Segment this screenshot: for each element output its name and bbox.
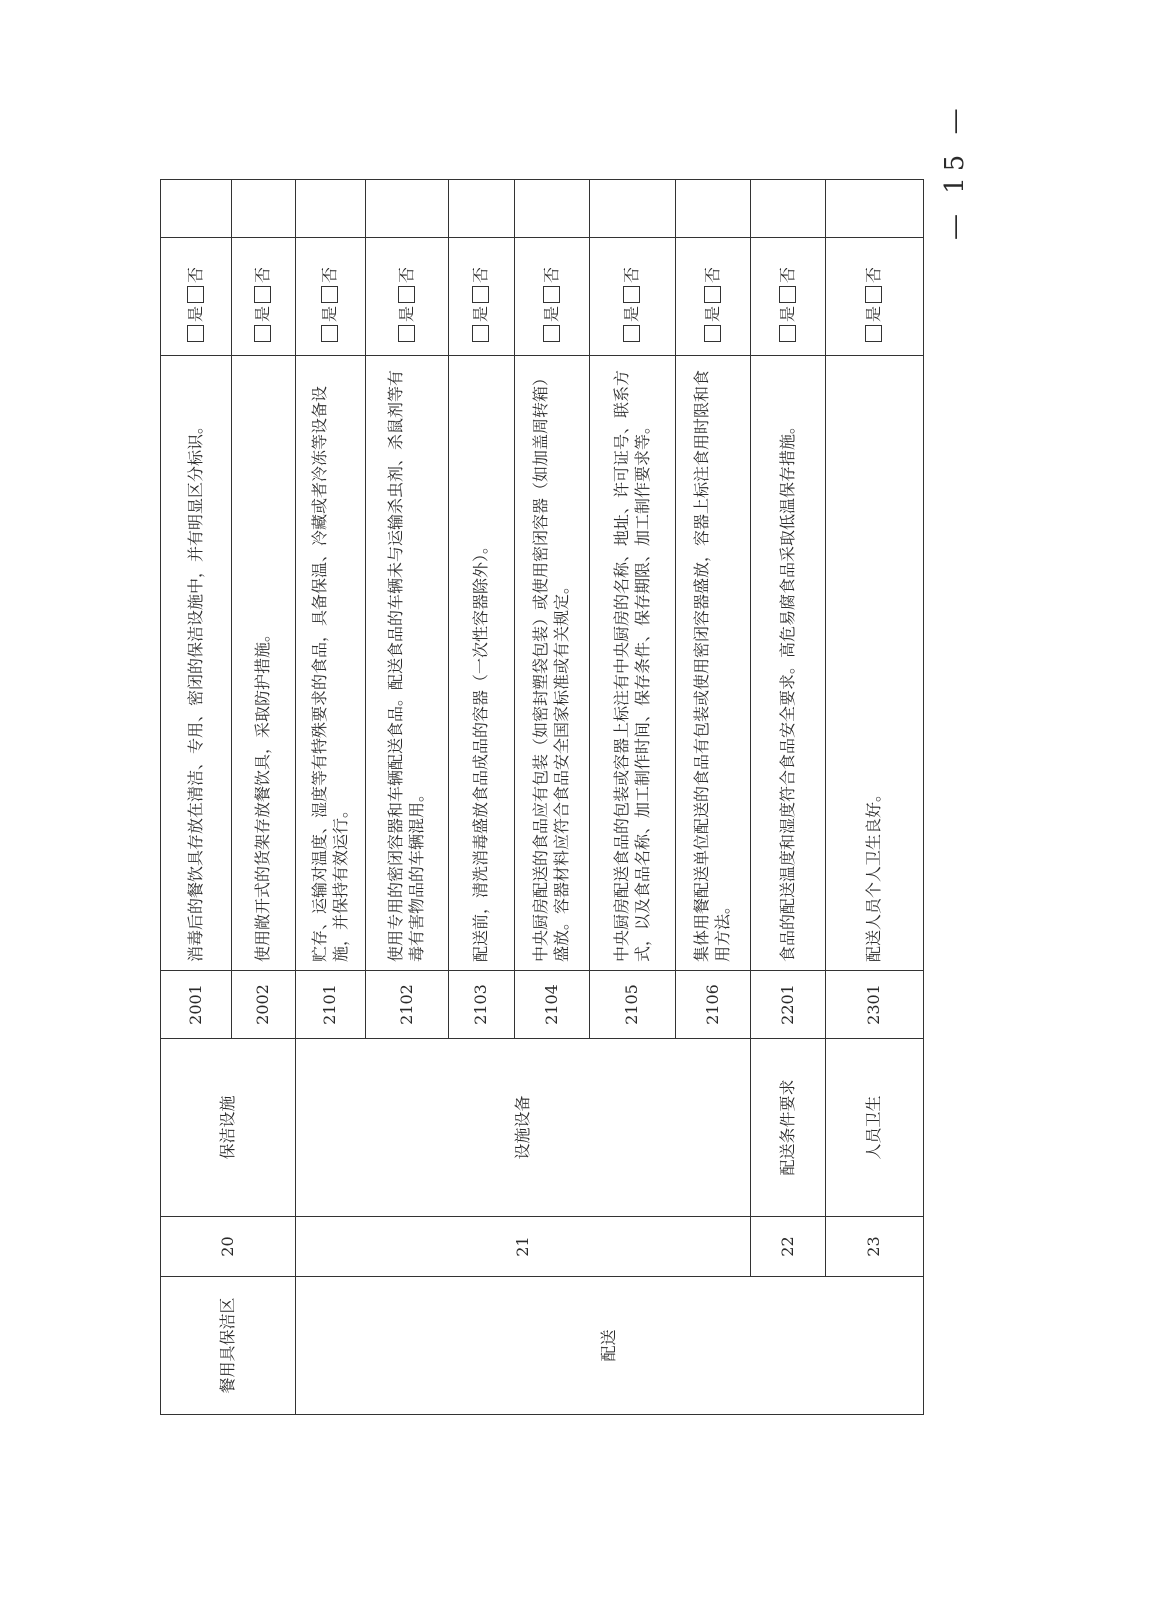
table-row [296, 180, 366, 1415]
rotated-table-wrapper [160, 180, 923, 1415]
group-number: 23 [826, 1217, 924, 1277]
answer-cell [296, 238, 366, 356]
answer-cell [366, 238, 449, 356]
item-code: 2201 [751, 971, 826, 1039]
yes-label: 是 [320, 305, 340, 322]
yes-label: 是 [864, 305, 884, 322]
item-description: 配送前，清洗消毒盛放食品成品的容器（一次性容器除外）。 [449, 356, 515, 971]
item-description: 中央厨房配送的食品应有包装（如密封塑袋包装）或使用密闭容器（如加盖周转箱）盛放。容器材料应符合食品安全国家标准或有关规定。 [515, 356, 590, 971]
yes-label: 是 [622, 305, 642, 322]
yes-checkbox[interactable] [472, 325, 489, 342]
yes-checkbox[interactable] [779, 325, 796, 342]
no-label: 否 [622, 266, 642, 283]
inspection-table [160, 179, 924, 1415]
yes-checkbox[interactable] [623, 325, 640, 342]
item-code: 2104 [515, 971, 590, 1039]
answer-cell [676, 238, 751, 356]
yes-checkbox[interactable] [254, 325, 271, 342]
item-description: 使用敞开式的货架存放餐饮具，采取防护措施。 [232, 356, 296, 971]
no-label: 否 [320, 266, 340, 283]
group-name: 配送条件要求 [751, 1039, 826, 1217]
remark-cell [296, 180, 366, 238]
remark-cell [515, 180, 590, 238]
group-number: 20 [161, 1217, 296, 1277]
remark-cell [161, 180, 232, 238]
no-label: 否 [253, 266, 273, 283]
item-code: 2001 [161, 971, 232, 1039]
yes-checkbox[interactable] [704, 325, 721, 342]
yes-label: 是 [471, 305, 491, 322]
no-checkbox[interactable] [779, 286, 796, 303]
item-code: 2002 [232, 971, 296, 1039]
item-description: 集体用餐配送单位配送的食品有包装或使用密闭容器盛放，容器上标注食用时限和食用方法。 [676, 356, 751, 971]
no-checkbox[interactable] [321, 286, 338, 303]
category-cell: 配送 [296, 1277, 924, 1415]
remark-cell [449, 180, 515, 238]
item-code: 2103 [449, 971, 515, 1039]
no-label: 否 [702, 266, 722, 283]
table-row [751, 180, 826, 1415]
answer-cell [449, 238, 515, 356]
no-checkbox[interactable] [865, 286, 882, 303]
no-checkbox[interactable] [187, 286, 204, 303]
yes-label: 是 [541, 305, 561, 322]
item-description: 消毒后的餐饮具存放在清洁、专用、密闭的保洁设施中，并有明显区分标识。 [161, 356, 232, 971]
answer-cell [161, 238, 232, 356]
answer-cell [232, 238, 296, 356]
yes-label: 是 [253, 305, 273, 322]
yes-checkbox[interactable] [321, 325, 338, 342]
category-cell: 餐用具保洁区 [161, 1277, 296, 1415]
no-checkbox[interactable] [398, 286, 415, 303]
remark-cell [676, 180, 751, 238]
no-label: 否 [777, 266, 797, 283]
no-label: 否 [185, 266, 205, 283]
no-checkbox[interactable] [543, 286, 560, 303]
item-code: 2106 [676, 971, 751, 1039]
table-row [161, 180, 232, 1415]
no-label: 否 [471, 266, 491, 283]
item-code: 2301 [826, 971, 924, 1039]
yes-checkbox[interactable] [398, 325, 415, 342]
no-checkbox[interactable] [623, 286, 640, 303]
answer-cell [826, 238, 924, 356]
yes-label: 是 [396, 305, 416, 322]
yes-label: 是 [777, 305, 797, 322]
item-code: 2105 [590, 971, 676, 1039]
yes-checkbox[interactable] [543, 325, 560, 342]
answer-cell [515, 238, 590, 356]
remark-cell [366, 180, 449, 238]
no-checkbox[interactable] [704, 286, 721, 303]
yes-label: 是 [185, 305, 205, 322]
remark-cell [826, 180, 924, 238]
no-label: 否 [864, 266, 884, 283]
item-description: 贮存、运输对温度、湿度等有特殊要求的食品，具备保温、冷藏或者冷冻等设备设施，并保持有效运行。 [296, 356, 366, 971]
item-description: 使用专用的密闭容器和车辆配送食品。配送食品的车辆未与运输杀虫剂、杀鼠剂等有毒有害物品的车辆混用。 [366, 356, 449, 971]
group-name: 设施设备 [296, 1039, 751, 1217]
item-description: 食品的配送温度和湿度符合食品安全要求。高危易腐食品采取低温保存措施。 [751, 356, 826, 971]
group-number: 21 [296, 1217, 751, 1277]
answer-cell [590, 238, 676, 356]
item-description: 配送人员个人卫生良好。 [826, 356, 924, 971]
group-name: 人员卫生 [826, 1039, 924, 1217]
remark-cell [590, 180, 676, 238]
item-code: 2102 [366, 971, 449, 1039]
no-checkbox[interactable] [254, 286, 271, 303]
yes-checkbox[interactable] [865, 325, 882, 342]
no-label: 否 [396, 266, 416, 283]
no-checkbox[interactable] [472, 286, 489, 303]
remark-cell [751, 180, 826, 238]
item-description: 中央厨房配送食品的包装或容器上标注有中央厨房的名称、地址、许可证号、联系方式，以及食品名称、加工制作时间、保存条件、保存期限、加工制作要求等。 [590, 356, 676, 971]
yes-checkbox[interactable] [187, 325, 204, 342]
item-code: 2101 [296, 971, 366, 1039]
table-row [826, 180, 924, 1415]
answer-cell [751, 238, 826, 356]
remark-cell [232, 180, 296, 238]
no-label: 否 [541, 266, 561, 283]
group-name: 保洁设施 [161, 1039, 296, 1217]
yes-label: 是 [702, 305, 722, 322]
group-number: 22 [751, 1217, 826, 1277]
page-number: — 15 — [940, 102, 970, 240]
